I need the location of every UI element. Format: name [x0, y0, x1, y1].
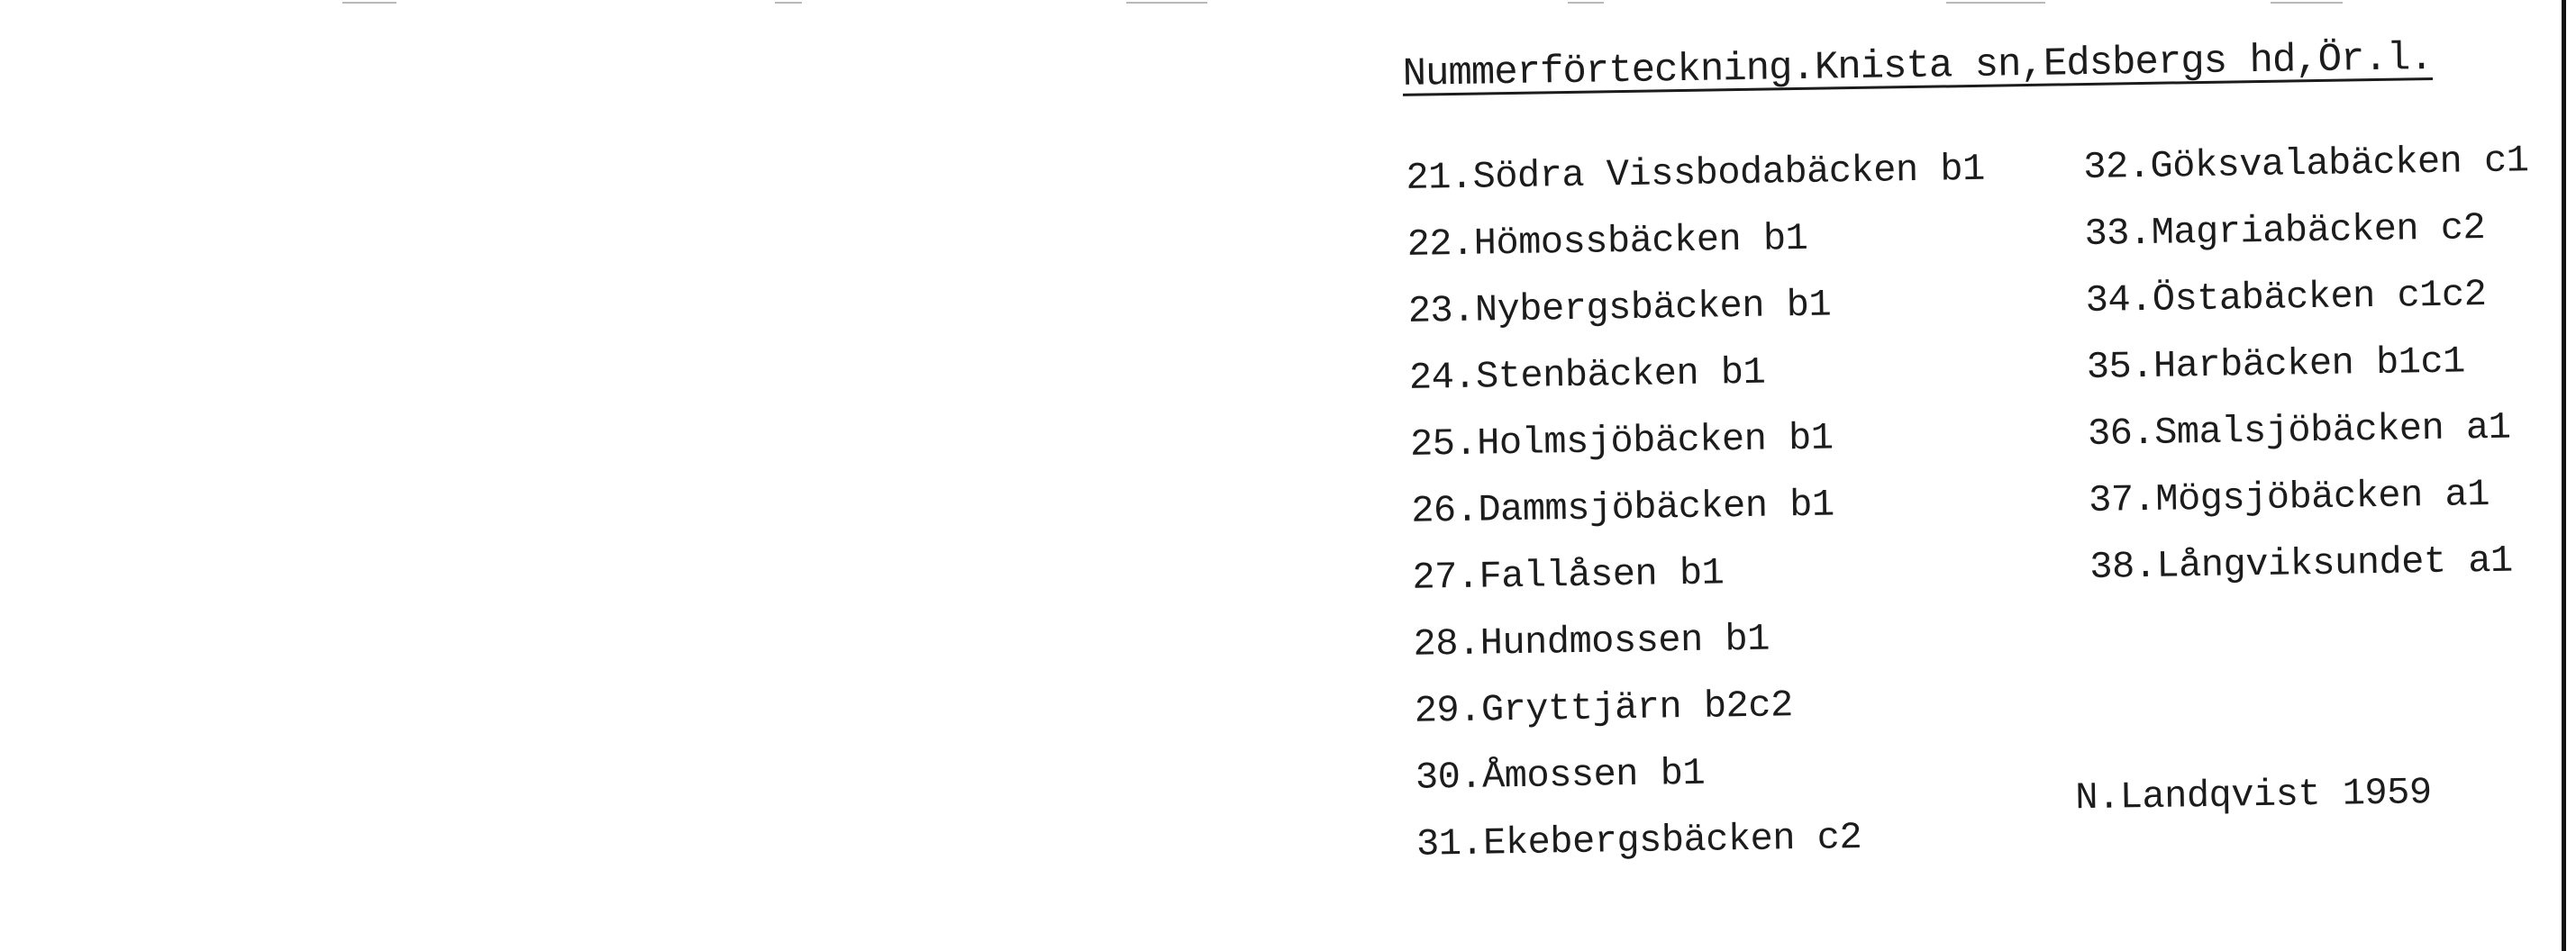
scan-mark	[1568, 2, 1604, 4]
list-item	[1409, 346, 1989, 421]
list-item	[1410, 412, 1989, 488]
list-item	[1411, 479, 1990, 555]
entry-code: c1c2	[2397, 273, 2487, 318]
entry-number: 22.	[1406, 222, 1475, 267]
list-item	[2089, 537, 2535, 611]
entry-name: Östabäcken	[2152, 274, 2376, 322]
entry-code: a1	[2465, 405, 2511, 450]
entry-number: 35.	[2086, 344, 2154, 390]
entry-name: Hömossbäcken	[1473, 218, 1742, 266]
list-item	[1412, 546, 1991, 621]
entry-code: a1	[2444, 473, 2490, 517]
entry-number: 33.	[2084, 211, 2153, 257]
entry-code: b2c2	[1703, 684, 1794, 729]
entry-number: 30.	[1415, 755, 1483, 800]
list-item	[1406, 146, 1985, 222]
entry-number: 36.	[2087, 411, 2155, 457]
entry-code: c2	[2440, 206, 2486, 250]
entry-code: a1	[2467, 539, 2514, 584]
entry-name: Smalsjöbäcken	[2153, 406, 2444, 455]
entry-code: b1	[1786, 283, 1832, 328]
document-title: Nummerförteckning.Knista sn,Edsbergs hd,Ör.l.	[1402, 35, 2434, 97]
entry-number: 25.	[1409, 421, 1478, 466]
list-item	[1406, 213, 1986, 288]
entry-name: Åmossen	[1481, 752, 1639, 799]
list-item	[1415, 746, 1995, 821]
entry-code: b1	[1788, 416, 1834, 461]
left-column-list	[1406, 146, 1996, 888]
entry-number: 27.	[1412, 555, 1479, 600]
entry-name: Södra Vissbodabäcken	[1472, 148, 1919, 199]
entry-number: 31.	[1415, 821, 1484, 866]
list-item	[2083, 137, 2529, 211]
entry-code: b1c1	[2375, 340, 2466, 385]
list-item	[2088, 403, 2534, 477]
entry-name: Magriabäcken	[2151, 207, 2419, 255]
entry-code: b1	[1939, 147, 1986, 192]
entry-code: c1	[2483, 139, 2529, 184]
list-item	[2086, 337, 2532, 411]
signature: N.Landqvist 1959	[2075, 771, 2432, 820]
entry-code: b1	[1679, 551, 1725, 596]
entry-number: 32.	[2083, 144, 2151, 190]
scan-mark	[1946, 2, 2045, 4]
entry-name: Ekebergsbäcken	[1482, 817, 1796, 865]
entry-name: Mögsjöbäcken	[2154, 474, 2424, 521]
entry-number: 34.	[2085, 277, 2153, 323]
scan-mark	[2271, 2, 2343, 4]
entry-code: c2	[1816, 816, 1862, 860]
entry-name: Hundmossen	[1479, 618, 1704, 666]
entry-number: 38.	[2089, 544, 2157, 589]
entry-number: 24.	[1408, 355, 1477, 400]
entry-number: 29.	[1414, 688, 1482, 733]
entry-name: Stenbäcken	[1475, 351, 1699, 399]
entry-name: Långviksundet	[2156, 539, 2446, 588]
entry-code: b1	[1725, 617, 1770, 662]
entry-number: 26.	[1410, 488, 1479, 533]
entry-code: b1	[1789, 483, 1835, 528]
list-item	[2089, 470, 2535, 544]
scan-mark	[775, 2, 802, 4]
list-item	[1416, 812, 1996, 888]
entry-name: Göksvalabäcken	[2150, 140, 2462, 188]
entry-number: 23.	[1407, 288, 1476, 333]
list-item	[1413, 612, 1992, 688]
index-card	[1397, 18, 2573, 937]
entry-number: 21.	[1406, 155, 1473, 200]
entry-name: Gryttjärn	[1480, 685, 1682, 732]
entry-code: b1	[1762, 216, 1808, 261]
list-item	[1414, 679, 1993, 755]
entry-code: b1	[1720, 350, 1766, 395]
entry-code: b1	[1660, 751, 1706, 796]
entry-name: Dammsjöbäcken	[1478, 484, 1768, 532]
entry-number: 28.	[1413, 621, 1481, 666]
entry-name: Harbäcken	[2153, 341, 2354, 388]
list-item	[1407, 279, 1987, 355]
scan-mark	[1126, 2, 1207, 4]
entry-name: Holmsjöbäcken	[1476, 417, 1767, 466]
list-item	[2084, 204, 2530, 277]
entry-name: Fallåsen	[1479, 552, 1658, 599]
entry-number: 37.	[2088, 477, 2156, 522]
entry-name: Nybergsbäcken	[1474, 284, 1765, 332]
scan-mark	[342, 2, 396, 4]
right-column-list	[2083, 137, 2535, 611]
list-item	[2085, 270, 2531, 344]
